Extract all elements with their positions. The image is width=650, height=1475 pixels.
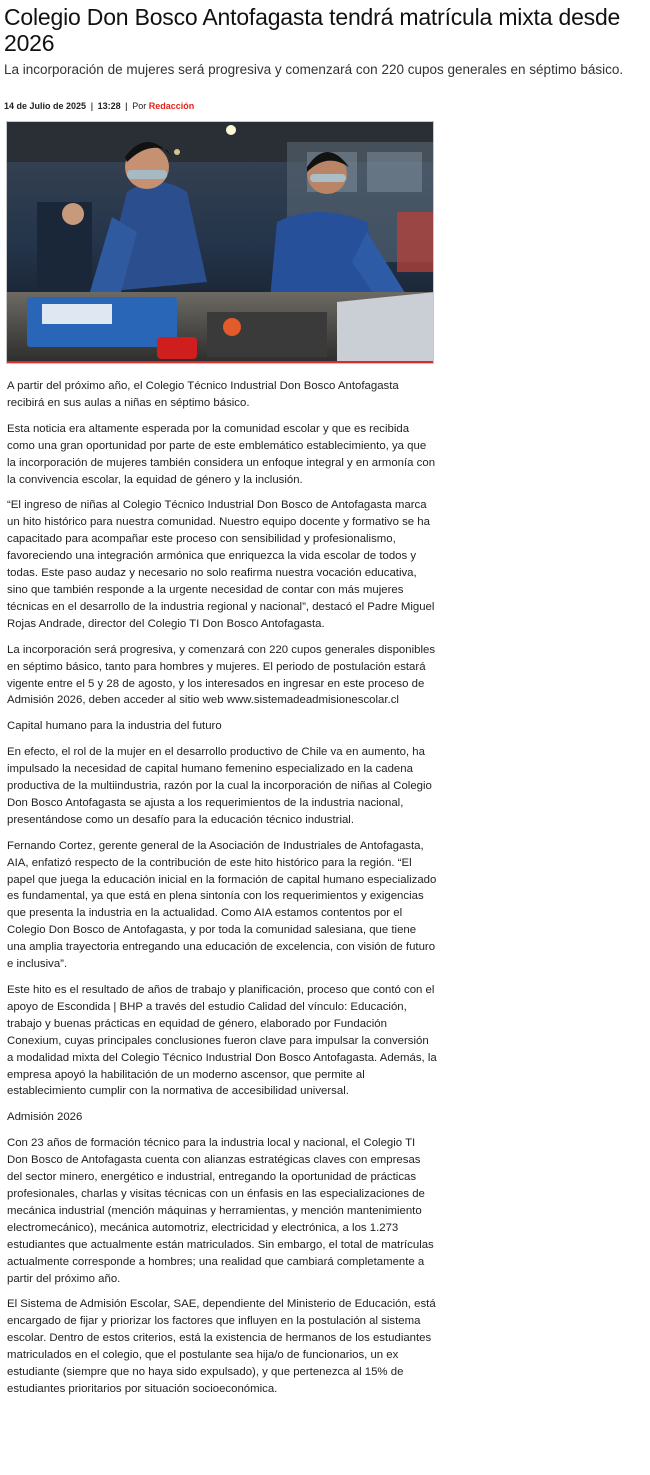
article-subheading: Capital humano para la industria del futuro [7,720,222,733]
article-paragraph: En efecto, el rol de la mujer en el desarrollo productivo de Chile va en aumento, ha impulsado la necesidad de capital humano femenino especializado en la cadena productiva de la multiindustria, razón por la cual la incorporación de niñas al Colegio Don Bosco Antofagasta se ajusta a los requerimientos de la industria nacional, presentándose como un desafío para la educación técnico industrial. [7,746,432,826]
article-photo [6,121,434,364]
article-paragraph: Este hito es el resultado de años de trabajo y planificación, proceso que contó con el apoyo de Escondida | BHP a través del estudio Calidad del vínculo: Educación, trabajo y buenas prácticas en equidad de género, elaborado por Fundación Conexium, cuyas principales conclusiones fueron clave para impulsar la conversión a modalidad mixta del Colegio Técnico Industrial Don Bosco Antofagasta. Además, la empresa apoyó la habilitación de un moderno ascensor, que permite al establecimiento cumplir con la normativa de accesibilidad universal. [7,984,437,1098]
article-paragraph: Fernando Cortez, gerente general de la Asociación de Industriales de Antofagasta, AIA, enfatizó respecto de la contribución de este hito histórico para la región. “El papel que juega la educación inicial en la formación de capital humano especializado es fundamental, ya que está en plena sintonía con los requerimientos y exigencias que presenta la industria en la actualidad. Como AIA estamos contentos por el Colegio Don Bosco de Antofagasta, y por toda la comunidad salesiana, que tiene una amplia trayectoria entregando una educación de excelencia, con visión de futuro e inclusiva”. [7,839,437,971]
article-paragraph: La incorporación será progresiva, y comenzará con 220 cupos generales disponibles en séptimo básico, tanto para hombres y mujeres. El periodo de postulación estará vigente entre el 5 y 28 de agosto, y los interesados en ingresar en este proceso de Admisión 2026, deben acceder al sitio web www.sistemadeadmisionescolar.cl [7,643,436,707]
author-label: Por [132,101,147,111]
article-meta [4,100,194,112]
article-paragraph: Con 23 años de formación técnico para la industria local y nacional, el Colegio TI Don Bosco de Antofagasta cuenta con alianzas estratégicas claves con empresas del sector minero, energético e industrial, entregando la oportunidad de prácticas profesionales, charlas y visitas técnicas con un énfasis en las especializaciones de mecánica industrial (mención máquinas y herramientas, y mención mantenimiento electromecánico), mecánica automotriz, electricidad y electrónica, a los 1.273 estudiantes que actualmente están matriculados. Sin embargo, el total de matrículas actualmente corresponde a hombres; una realidad que cambiará completamente a partir del próximo año. [7,1137,434,1285]
article-quote-paragraph: “El ingreso de niñas al Colegio Técnico Industrial Don Bosco de Antofagasta marca un hito histórico para nuestra comunidad. Nuestro equipo docente y formativo se ha capacitado para acompañar este proceso con sensibilidad y profesionalismo, favoreciendo una integración armónica que enriquezca la vida escolar de todos y todas. Este paso audaz y necesario no solo reafirma nuestra vocación educativa, sino que también responde a la urgente necesidad de contar con más mujeres técnicas en el desarrollo de la industria regional y nacional”, destacó el Padre Miguel Rojas Andrade, director del Colegio TI Don Bosco Antofagasta. [7,499,435,630]
meta-separator: | [125,101,128,111]
photo-students-mechanics-icon [7,122,434,364]
author-link[interactable]: Redacción [148,101,195,111]
article-paragraph: El Sistema de Admisión Escolar, SAE, dependiente del Ministerio de Educación, está encargado de fijar y priorizar los factores que influyen en la postulación al sistema escolar. Dentro de estos criterios, está la existencia de hermanos de los estudiantes matriculados en el colegio, que el postulante sea hija/o de funcionarios, un ex estudiante (siempre que no haya sido expulsado), y que pertenezca al 15% de estudiantes prioritarios por situación socioeconómica. [7,1298,436,1395]
article-subtitle: La incorporación de mujeres será progresiva y comenzará con 220 cupos generales en séptimo básico. [4,62,624,77]
article-title: Colegio Don Bosco Antofagasta tendrá matrícula mixta desde 2026 [4,4,621,56]
article-paragraph: Esta noticia era altamente esperada por la comunidad escolar y que es recibida como una gran oportunidad por parte de este emblemático establecimiento, ya que la incorporación de mujeres también considera un enfoque integral y en armonía con la convivencia escolar, la equidad de género y la inclusión. [7,422,436,486]
meta-separator: | [90,101,94,111]
article-body [7,378,437,1407]
publish-date: 14 de Julio de 2025 [4,101,87,111]
article-subheading: Admisión 2026 [7,1111,83,1124]
publish-time: 13:28 [97,101,121,111]
article-paragraph: A partir del próximo año, el Colegio Técnico Industrial Don Bosco Antofagasta recibirá en sus aulas a niñas en séptimo básico. [7,380,399,409]
